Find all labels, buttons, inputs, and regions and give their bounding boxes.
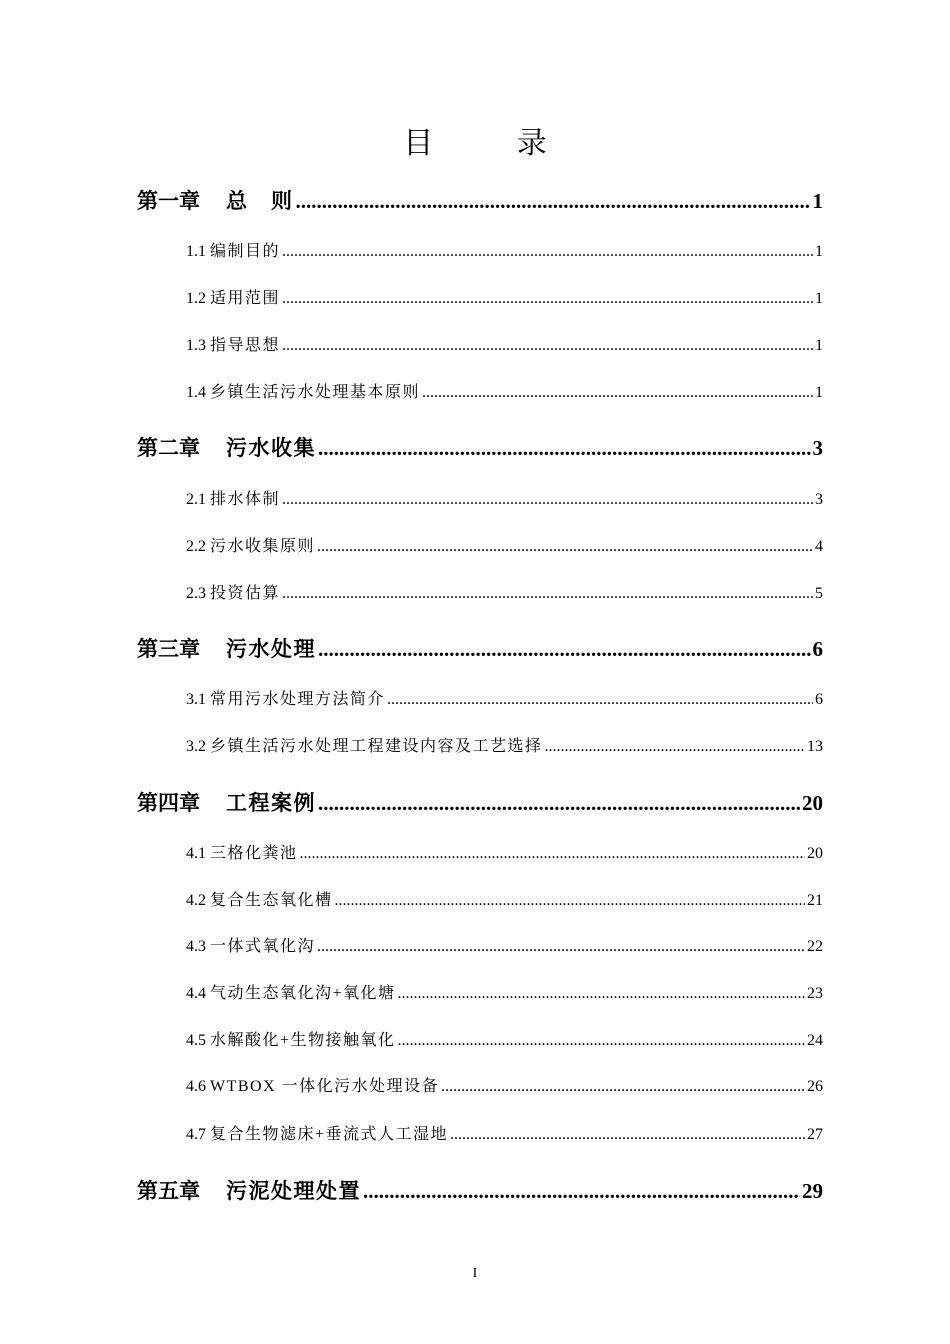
dot-leader xyxy=(282,491,813,509)
entry-page-number: 6 xyxy=(815,691,823,708)
entry-number: 2.2 xyxy=(186,538,206,555)
entry-page-number: 3 xyxy=(815,491,823,508)
entry-number: 3.1 xyxy=(186,691,206,708)
entry-number: 2.1 xyxy=(186,491,206,508)
toc-chapter-entry[interactable] xyxy=(137,185,823,215)
entry-page-number: 1 xyxy=(815,243,823,260)
dot-leader xyxy=(398,1032,805,1050)
entry-title: 污水处理 xyxy=(226,637,316,661)
entry-title: 复合生物滤床+垂流式人工湿地 xyxy=(210,1126,449,1143)
toc-section-entry[interactable] xyxy=(186,486,823,509)
entry-title: 适用范围 xyxy=(210,290,281,307)
toc-section-entry[interactable] xyxy=(186,580,823,603)
entry-page-number: 20 xyxy=(802,791,823,815)
toc-section-entry[interactable] xyxy=(186,285,823,308)
entry-title: 总 则 xyxy=(226,189,294,213)
entry-page-number: 5 xyxy=(815,585,823,602)
toc-title: 目 录 xyxy=(403,127,585,160)
entry-page-number: 23 xyxy=(807,985,823,1002)
entry-number: 4.4 xyxy=(186,985,206,1002)
entry-number: 4.1 xyxy=(186,845,206,862)
entry-title: WTBOX 一体化污水处理设备 xyxy=(210,1078,440,1095)
entry-number: 4.3 xyxy=(186,938,206,955)
entry-number: 1.3 xyxy=(186,337,206,354)
dot-leader xyxy=(282,337,813,355)
dot-leader xyxy=(450,1126,805,1144)
entry-title: 气动生态氧化沟+氧化塘 xyxy=(210,985,396,1002)
entry-number: 4.2 xyxy=(186,892,206,909)
dot-leader xyxy=(398,985,805,1003)
toc-chapter-entry[interactable] xyxy=(137,633,823,663)
entry-number: 1.1 xyxy=(186,243,206,260)
entry-title: 工程案例 xyxy=(226,791,316,815)
dot-leader xyxy=(300,845,805,863)
entry-number: 4.6 xyxy=(186,1078,206,1095)
toc-section-entry[interactable] xyxy=(186,980,823,1003)
dot-leader xyxy=(282,243,813,261)
toc-section-entry[interactable] xyxy=(186,332,823,355)
toc-section-entry[interactable] xyxy=(186,1027,823,1050)
toc-chapter-entry[interactable] xyxy=(137,432,823,462)
dot-leader xyxy=(317,938,805,956)
entry-title: 排水体制 xyxy=(210,491,281,508)
toc-section-entry[interactable] xyxy=(186,1121,823,1144)
entry-title: 常用污水处理方法简介 xyxy=(210,691,386,708)
entry-title: 乡镇生活污水处理工程建设内容及工艺选择 xyxy=(210,738,543,755)
toc-section-entry[interactable] xyxy=(186,733,823,756)
dot-leader xyxy=(387,691,813,709)
toc-chapter-entry[interactable] xyxy=(137,1175,823,1205)
entry-number: 第四章 xyxy=(137,791,200,815)
dot-leader xyxy=(441,1078,805,1096)
toc-section-entry[interactable] xyxy=(186,1073,823,1096)
entry-number: 4.5 xyxy=(186,1032,206,1049)
entry-page-number: 26 xyxy=(807,1078,823,1095)
dot-leader xyxy=(282,290,813,308)
entry-number: 1.2 xyxy=(186,290,206,307)
entry-title: 一体式氧化沟 xyxy=(210,938,316,955)
entry-title: 复合生态氧化槽 xyxy=(210,892,333,909)
toc-section-entry[interactable] xyxy=(186,533,823,556)
entry-page-number: 1 xyxy=(815,290,823,307)
dot-leader xyxy=(335,892,805,910)
entry-page-number: 21 xyxy=(807,892,823,909)
entry-title: 污水收集 xyxy=(226,436,316,460)
dot-leader xyxy=(282,585,813,603)
entry-title: 水解酸化+生物接触氧化 xyxy=(210,1032,396,1049)
entry-page-number: 3 xyxy=(812,436,823,460)
dot-leader xyxy=(363,1179,800,1204)
toc-section-entry[interactable] xyxy=(186,933,823,956)
toc-section-entry[interactable] xyxy=(186,887,823,910)
toc-chapter-entry[interactable] xyxy=(137,787,823,817)
entry-title: 污水收集原则 xyxy=(210,538,316,555)
entry-title: 乡镇生活污水处理基本原则 xyxy=(210,384,421,401)
dot-leader xyxy=(318,791,800,816)
dot-leader xyxy=(545,738,805,756)
entry-page-number: 6 xyxy=(812,637,823,661)
page-number-footer: I xyxy=(472,1266,478,1281)
entry-title: 编制目的 xyxy=(210,243,281,260)
entry-page-number: 1 xyxy=(815,337,823,354)
entry-number: 4.7 xyxy=(186,1126,206,1143)
entry-page-number: 4 xyxy=(815,538,823,555)
entry-title: 三格化粪池 xyxy=(210,845,298,862)
entry-number: 1.4 xyxy=(186,384,206,401)
entry-page-number: 20 xyxy=(807,845,823,862)
entry-title: 污泥处理处置 xyxy=(226,1179,361,1203)
toc-section-entry[interactable] xyxy=(186,686,823,709)
entry-title: 投资估算 xyxy=(210,585,281,602)
entry-number: 第三章 xyxy=(137,637,200,661)
toc-section-entry[interactable] xyxy=(186,238,823,261)
dot-leader xyxy=(422,384,813,402)
dot-leader xyxy=(296,189,811,214)
entry-page-number: 29 xyxy=(802,1179,823,1203)
entry-page-number: 24 xyxy=(807,1032,823,1049)
entry-number: 3.2 xyxy=(186,738,206,755)
toc-section-entry[interactable] xyxy=(186,379,823,402)
entry-page-number: 27 xyxy=(807,1126,823,1143)
dot-leader xyxy=(318,436,811,461)
entry-number: 第二章 xyxy=(137,436,200,460)
entry-page-number: 1 xyxy=(815,384,823,401)
entry-page-number: 22 xyxy=(807,938,823,955)
entry-page-number: 1 xyxy=(812,189,823,213)
entry-number: 第一章 xyxy=(137,189,200,213)
entry-title: 指导思想 xyxy=(210,337,281,354)
entry-number: 第五章 xyxy=(137,1179,200,1203)
entry-page-number: 13 xyxy=(807,738,823,755)
toc-section-entry[interactable] xyxy=(186,840,823,863)
dot-leader xyxy=(317,538,813,556)
entry-number: 2.3 xyxy=(186,585,206,602)
dot-leader xyxy=(318,637,811,662)
